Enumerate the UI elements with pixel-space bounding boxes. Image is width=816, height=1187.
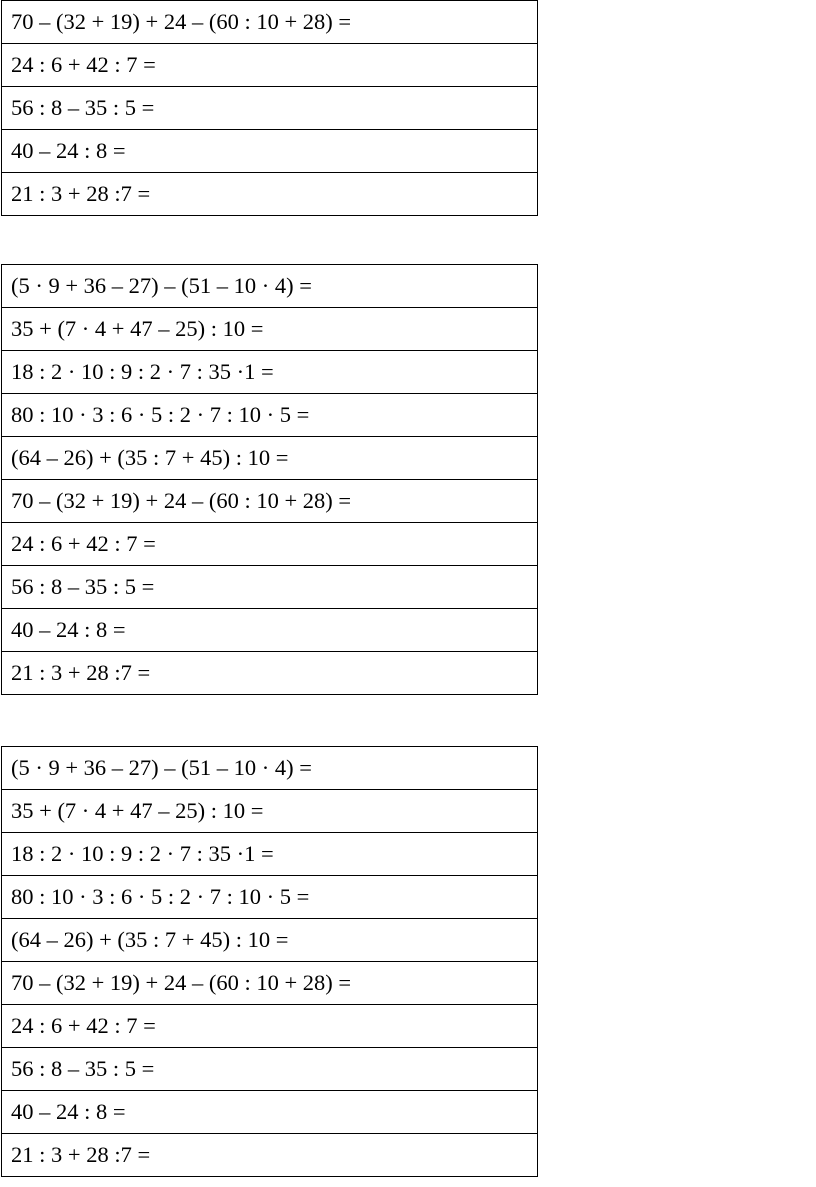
expression-cell: 24 : 6 + 42 : 7 =	[2, 523, 538, 566]
table-row	[2, 566, 538, 609]
table-row	[2, 394, 538, 437]
table-row	[2, 173, 538, 216]
table-row	[2, 351, 538, 394]
expression-cell: 35 + (7 · 4 + 47 – 25) : 10 =	[2, 308, 538, 351]
expression-cell: 21 : 3 + 28 :7 =	[2, 652, 538, 695]
expression-cell: 80 : 10 · 3 : 6 · 5 : 2 · 7 : 10 · 5 =	[2, 876, 538, 919]
expression-cell: (5 · 9 + 36 – 27) – (51 – 10 · 4) =	[2, 265, 538, 308]
expression-cell: 35 + (7 · 4 + 47 – 25) : 10 =	[2, 790, 538, 833]
exercise-table-2	[1, 264, 538, 695]
table-row	[2, 609, 538, 652]
expression-cell: 70 – (32 + 19) + 24 – (60 : 10 + 28) =	[2, 1, 538, 44]
expression-cell: 70 – (32 + 19) + 24 – (60 : 10 + 28) =	[2, 480, 538, 523]
table-row	[2, 44, 538, 87]
table-row	[2, 87, 538, 130]
expression-cell: 18 : 2 · 10 : 9 : 2 · 7 : 35 ·1 =	[2, 351, 538, 394]
table-row	[2, 919, 538, 962]
table-row	[2, 790, 538, 833]
table-row	[2, 1005, 538, 1048]
expression-cell: 56 : 8 – 35 : 5 =	[2, 1048, 538, 1091]
table-row	[2, 652, 538, 695]
expression-cell: 24 : 6 + 42 : 7 =	[2, 1005, 538, 1048]
expression-cell: (64 – 26) + (35 : 7 + 45) : 10 =	[2, 437, 538, 480]
table-row	[2, 130, 538, 173]
expression-cell: 80 : 10 · 3 : 6 · 5 : 2 · 7 : 10 · 5 =	[2, 394, 538, 437]
expression-cell: (64 – 26) + (35 : 7 + 45) : 10 =	[2, 919, 538, 962]
table-row	[2, 265, 538, 308]
expression-cell: 40 – 24 : 8 =	[2, 609, 538, 652]
expression-cell: 56 : 8 – 35 : 5 =	[2, 87, 538, 130]
expression-cell: 56 : 8 – 35 : 5 =	[2, 566, 538, 609]
table-row	[2, 1091, 538, 1134]
expression-cell: 24 : 6 + 42 : 7 =	[2, 44, 538, 87]
table-row	[2, 962, 538, 1005]
table-row	[2, 1, 538, 44]
table-row	[2, 833, 538, 876]
table-row	[2, 308, 538, 351]
table-row	[2, 480, 538, 523]
table-row	[2, 1048, 538, 1091]
expression-cell: 70 – (32 + 19) + 24 – (60 : 10 + 28) =	[2, 962, 538, 1005]
expression-cell: 40 – 24 : 8 =	[2, 130, 538, 173]
expression-cell: 21 : 3 + 28 :7 =	[2, 173, 538, 216]
table-row	[2, 437, 538, 480]
expression-cell: 40 – 24 : 8 =	[2, 1091, 538, 1134]
exercise-table-1	[1, 0, 538, 216]
exercise-table-3	[1, 746, 538, 1177]
expression-cell: 21 : 3 + 28 :7 =	[2, 1134, 538, 1177]
expression-cell: (5 · 9 + 36 – 27) – (51 – 10 · 4) =	[2, 747, 538, 790]
table-row	[2, 523, 538, 566]
expression-cell: 18 : 2 · 10 : 9 : 2 · 7 : 35 ·1 =	[2, 833, 538, 876]
table-row	[2, 1134, 538, 1177]
table-row	[2, 876, 538, 919]
table-row	[2, 747, 538, 790]
